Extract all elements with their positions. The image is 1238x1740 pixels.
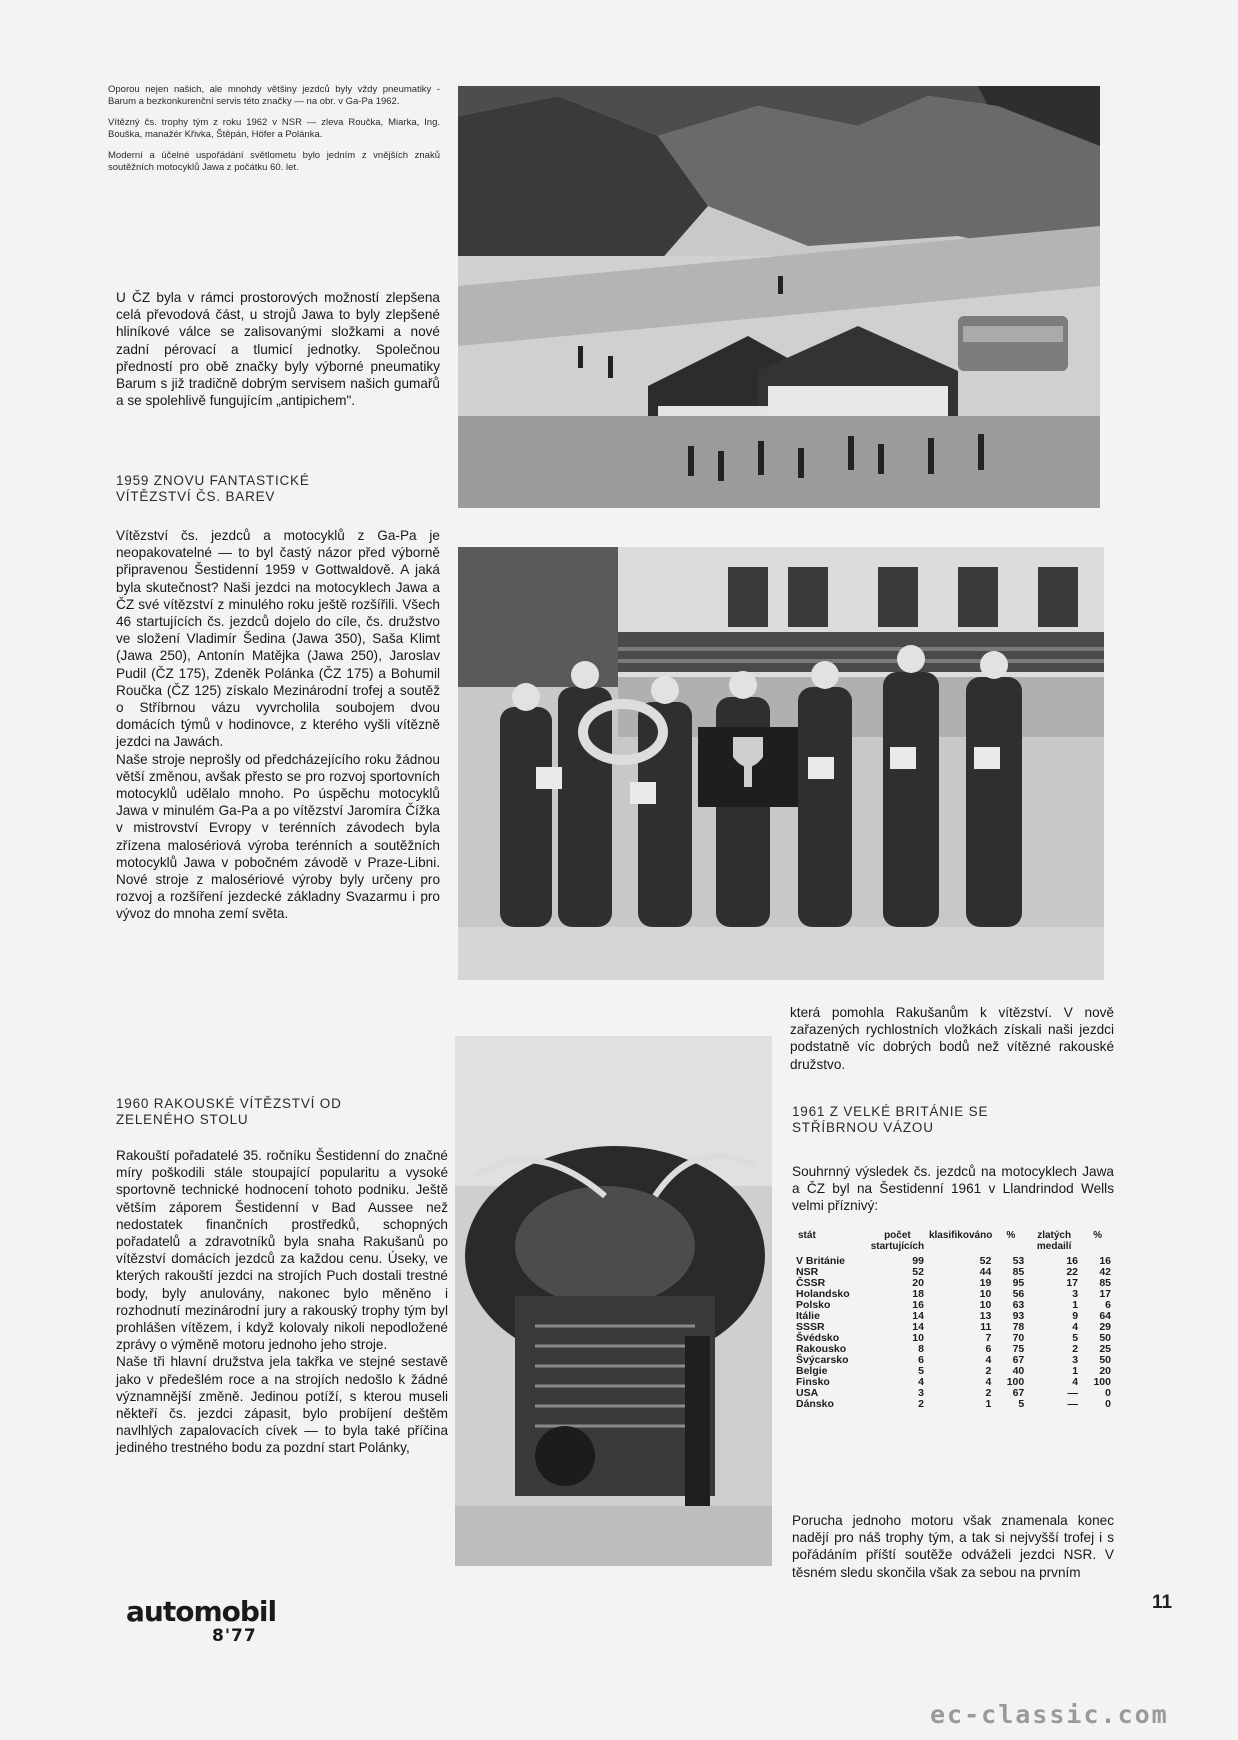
- photo-captions: [108, 84, 440, 183]
- table-cell: 10: [979, 1299, 992, 1311]
- caption-barum: Oporou nejen našich, ale mnohdy většiny jezdců byly vždy pneumatiky - Barum a bezkonkurenční servis této značky — na obr. v Ga-Pa 1962.: [108, 84, 440, 107]
- section-1959-p1: Vítězství čs. jezdců a motocyklů z Ga-Pa je neopakovatelné — to byl častý názor před výborně připravenou Šestidenní 1959 v Gottwaldově. A jaká byla skutečnost? Naši jezdci na motocyklech Jawa a ČZ své vítězství z minulého roku ještě rozšířili. Všech 46 startujících čs. jezdců dojelo do cíle, čs. družstvo ve složení Vladimír Šedina (Jawa 350), Saša Klimt (Jawa 250), Antonín Matějka (Jawa 250), Jaroslav Pudil (ČZ 175), Zdeněk Polánka (ČZ 175) a Bohumil Roučka (ČZ 125) získalo Mezinárodní trofej a soutěž o Stříbrnou vázu vyvrcholila soubojem dvou domácích týmů v hodinovce, z kterého vyšli vítězně jezdci na Jawách.: [116, 528, 440, 750]
- section-1960-cont: která pomohla Rakušanům k vítězství. V nově zařazených rychlostních vložkách získali naši jezdci podstatně víc dobrých bodů než vítězné rakouské družstvo.: [790, 1005, 1114, 1072]
- header-gold-medals: zlatých medailí: [1036, 1230, 1072, 1252]
- magazine-issue: 8'77: [212, 1626, 257, 1646]
- table-cell: 7: [985, 1332, 992, 1344]
- table-cell-state: Dánsko: [796, 1398, 834, 1410]
- table-cell: 6: [918, 1354, 924, 1366]
- watermark: ec-classic.com: [930, 1700, 1169, 1729]
- table-cell: 0: [1105, 1398, 1111, 1410]
- table-row: [796, 1355, 1114, 1366]
- table-cell: 4: [985, 1354, 992, 1366]
- header-state: stát: [798, 1230, 816, 1241]
- table-cell: 85: [1099, 1277, 1111, 1289]
- table-cell-state: Belgie: [796, 1365, 828, 1377]
- table-cell: 4: [918, 1376, 924, 1388]
- section-1961-intro-text: Souhrnný výsledek čs. jezdců na motocyklech Jawa a ČZ byl na Šestidenní 1961 v Llandrindod Wells velmi příznivý:: [792, 1164, 1114, 1214]
- table-cell: 13: [979, 1310, 992, 1322]
- table-cell: 8: [918, 1343, 924, 1355]
- table-cell: 40: [1012, 1365, 1025, 1377]
- heading-1959: 1959 ZNOVU FANTASTICKÉ VÍTĚZSTVÍ ČS. BAREV: [116, 473, 310, 504]
- table-cell: 50: [1099, 1354, 1111, 1366]
- table-cell: 95: [1012, 1277, 1025, 1289]
- heading-1961: 1961 Z VELKÉ BRITÁNIE SE STŘÍBRNOU VÁZOU: [792, 1104, 989, 1135]
- table-cell: 56: [1012, 1288, 1025, 1300]
- table-cell: 1: [1072, 1365, 1079, 1377]
- table-cell: 100: [1093, 1376, 1111, 1388]
- table-row: [796, 1311, 1114, 1322]
- table-cell: 5: [1018, 1398, 1025, 1410]
- section-1959-body: [116, 527, 440, 923]
- table-row: [796, 1399, 1114, 1410]
- table-cell: 53: [1012, 1255, 1025, 1267]
- section-1960-p1: Rakouští pořadatelé 35. ročníku Šestidenní do značné míry poškodili stále stoupající popularitu a vysoké sportovně technické hodnocení tohoto podniku. Ještě větším záporem Šestidenní v Bad Aussee než nedostatek finančních prostředků, schopných pořadatelů a zdravotníků byla snaha Rakušanů po vítězství domácích jezdců za každou cenu. Úseky, ve kterých rakouští jezdci na strojích Puch dostali trestné body, byly anulovány, nakonec bylo měněno i rozhodnutí mezinárodní jury a rakouský trophy tým byl prohlášen vítězem, i když kolovaly nikoli nepodložené zprávy o výměně motoru jednoho jeho stroje.: [116, 1148, 448, 1353]
- table-cell: 52: [912, 1266, 924, 1278]
- table-cell: 1: [1072, 1299, 1079, 1311]
- table-cell: 44: [979, 1266, 992, 1278]
- table-cell: 50: [1099, 1332, 1111, 1344]
- intro-text: U ČZ byla v rámci prostorových možností zlepšena celá převodová část, u strojů Jawa to byly zlepšené hliníkové válce se zalisovanými složkami a nové zadní pérovací a tlumicí jednotky. Společnou předností pro obě značky byly výborné pneumatiky Barum s již tradičně dobrým servisem našich gumařů a se spolehlivě fungujícím „antipichem".: [116, 290, 440, 409]
- table-cell: 4: [1072, 1321, 1079, 1333]
- table-row: [796, 1289, 1114, 1300]
- photo-barum-service: [458, 86, 1100, 508]
- table-cell-state: V Británie: [796, 1255, 846, 1267]
- table-cell: 78: [1012, 1321, 1025, 1333]
- table-cell-state: Itálie: [796, 1310, 820, 1322]
- table-cell: 2: [1072, 1343, 1079, 1355]
- table-cell-state: Švýcarsko: [796, 1354, 849, 1366]
- table-cell: 64: [1099, 1310, 1111, 1322]
- table-cell: 93: [1012, 1310, 1025, 1322]
- header-classified: klasifikováno: [928, 1230, 993, 1241]
- table-cell: 5: [1072, 1332, 1079, 1344]
- table-cell: —: [1067, 1387, 1079, 1399]
- table-cell: 3: [1072, 1288, 1079, 1300]
- table-cell: 17: [1066, 1277, 1079, 1289]
- table-cell: 2: [985, 1365, 992, 1377]
- table-cell: 10: [979, 1288, 992, 1300]
- header-gold-percent: %: [1093, 1230, 1102, 1241]
- table-cell: 85: [1012, 1266, 1025, 1278]
- table-cell: 10: [912, 1332, 924, 1344]
- table-cell: 29: [1099, 1321, 1111, 1333]
- table-cell-state: USA: [796, 1387, 819, 1399]
- table-cell: 19: [979, 1277, 992, 1289]
- table-cell: 6: [985, 1343, 992, 1355]
- table-cell: 67: [1012, 1354, 1025, 1366]
- section-1960-p2: Naše tři hlavní družstva jela takřka ve stejné sestavě jako v předešlém roce a na strojích nedošlo k žádné významnější změně. Jedinou potíží, s kterou museli někteří čs. jezdci zápasit, bylo probíjení deštěm navlhlých zapalovacích cívek — to byla také příčina jediného trestného bodu za pozdní start Polánky,: [116, 1354, 448, 1456]
- table-row: [796, 1366, 1114, 1377]
- table-row: [796, 1388, 1114, 1399]
- table-cell: 20: [1099, 1365, 1111, 1377]
- page-number: 11: [1152, 1592, 1173, 1613]
- table-cell: 14: [912, 1321, 924, 1333]
- table-cell: 100: [1006, 1376, 1025, 1388]
- section-1959-p2: Naše stroje neprošly od předcházejícího roku žádnou větší změnou, avšak přesto se pro rozvoj sportovních motocyklů udělalo mnoho. Po úspěchu motocyklů Jawa v minulém Ga-Pa a po vítězství Jaromíra Čížka v mistrovství Evropy v terénních závodech byla zřízena malosériová výroba terénních a soutěžních motocyklů Jawa v pobočném závodě v Praze-Libni. Nové stroje z malosériové výroby byly určeny pro rozvoj a rozšíření jezdecké základny Svazarmu i pro vývoz do mnoha zemí světa.: [116, 751, 440, 922]
- table-cell-state: Švédsko: [796, 1332, 840, 1344]
- table-cell: 3: [918, 1387, 924, 1399]
- table-cell: 42: [1099, 1266, 1111, 1278]
- table-cell: 16: [1099, 1255, 1111, 1267]
- heading-1960: 1960 RAKOUSKÉ VÍTĚZSTVÍ OD ZELENÉHO STOLU: [116, 1096, 342, 1127]
- table-cell: 75: [1012, 1343, 1025, 1355]
- table-cell: 0: [1105, 1387, 1111, 1399]
- table-cell: 11: [980, 1321, 992, 1333]
- table-cell: 1: [985, 1398, 992, 1410]
- intro-paragraph: [116, 289, 440, 409]
- table-cell: —: [1067, 1398, 1079, 1410]
- table-cell: 9: [1072, 1310, 1079, 1322]
- table-cell: 16: [912, 1299, 924, 1311]
- table-cell: 70: [1012, 1332, 1025, 1344]
- section-1960-continuation: [790, 1004, 1114, 1073]
- table-cell: 18: [912, 1288, 924, 1300]
- table-cell-state: SSSR: [796, 1321, 825, 1333]
- table-cell: 22: [1066, 1266, 1079, 1278]
- table-cell: 6: [1105, 1299, 1111, 1311]
- section-1960-body: [116, 1147, 448, 1457]
- table-cell-state: NSR: [796, 1266, 819, 1278]
- table-cell: 52: [979, 1255, 992, 1267]
- results-body: [796, 1256, 1114, 1410]
- table-cell: 5: [918, 1365, 924, 1377]
- table-cell: 4: [1072, 1376, 1079, 1388]
- table-cell-state: Finsko: [796, 1376, 830, 1388]
- table-header-row: [796, 1230, 1114, 1256]
- table-cell: 4: [985, 1376, 992, 1388]
- header-percent: %: [1006, 1230, 1016, 1241]
- table-cell: 16: [1066, 1255, 1079, 1267]
- caption-headlight: Moderní a účelné uspořádání světlometu bylo jedním z vnějších znaků soutěžních motocyklů Jawa z počátku 60. let.: [108, 150, 440, 173]
- table-row: [796, 1322, 1114, 1333]
- magazine-logo: [126, 1595, 277, 1628]
- table-cell: 17: [1099, 1288, 1111, 1300]
- table-cell: 67: [1012, 1387, 1025, 1399]
- photo-headlight: [455, 1036, 772, 1566]
- caption-trophy-team: Vítězný čs. trophy tým z roku 1962 v NSR — zleva Roučka, Miarka, Ing. Bouška, manažér Křivka, Štěpán, Höfer a Polánka.: [108, 117, 440, 140]
- table-cell: 20: [912, 1277, 924, 1289]
- table-cell: 3: [1072, 1354, 1079, 1366]
- table-cell-state: Holandsko: [796, 1288, 850, 1300]
- table-cell: 2: [918, 1398, 924, 1410]
- table-cell: 25: [1099, 1343, 1111, 1355]
- table-cell: 63: [1012, 1299, 1025, 1311]
- magazine-logo-text: automobil: [126, 1595, 277, 1628]
- table-row: [796, 1300, 1114, 1311]
- results-table: [796, 1230, 1114, 1410]
- table-row: [796, 1377, 1114, 1388]
- header-starters: počet startujících: [870, 1230, 925, 1252]
- table-cell-state: ČSSR: [796, 1277, 826, 1289]
- table-cell-state: Rakousko: [796, 1343, 847, 1355]
- section-1961-outro-text: Porucha jednoho motoru však znamenala konec nadějí pro náš trophy tým, a tak si nejvyšší trofej i s pořádáním příští soutěže odváželi jezdci NSR. V těsném sledu skončila však za sebou na prvním: [792, 1513, 1114, 1580]
- table-cell-state: Polsko: [796, 1299, 831, 1311]
- table-cell: 2: [985, 1387, 992, 1399]
- results-table-wrap: [796, 1230, 1114, 1410]
- table-cell: 14: [912, 1310, 924, 1322]
- section-1961-outro: [792, 1512, 1114, 1581]
- table-cell: 99: [912, 1255, 924, 1267]
- photo-trophy-team: [458, 547, 1104, 980]
- section-1961-intro: [792, 1163, 1114, 1215]
